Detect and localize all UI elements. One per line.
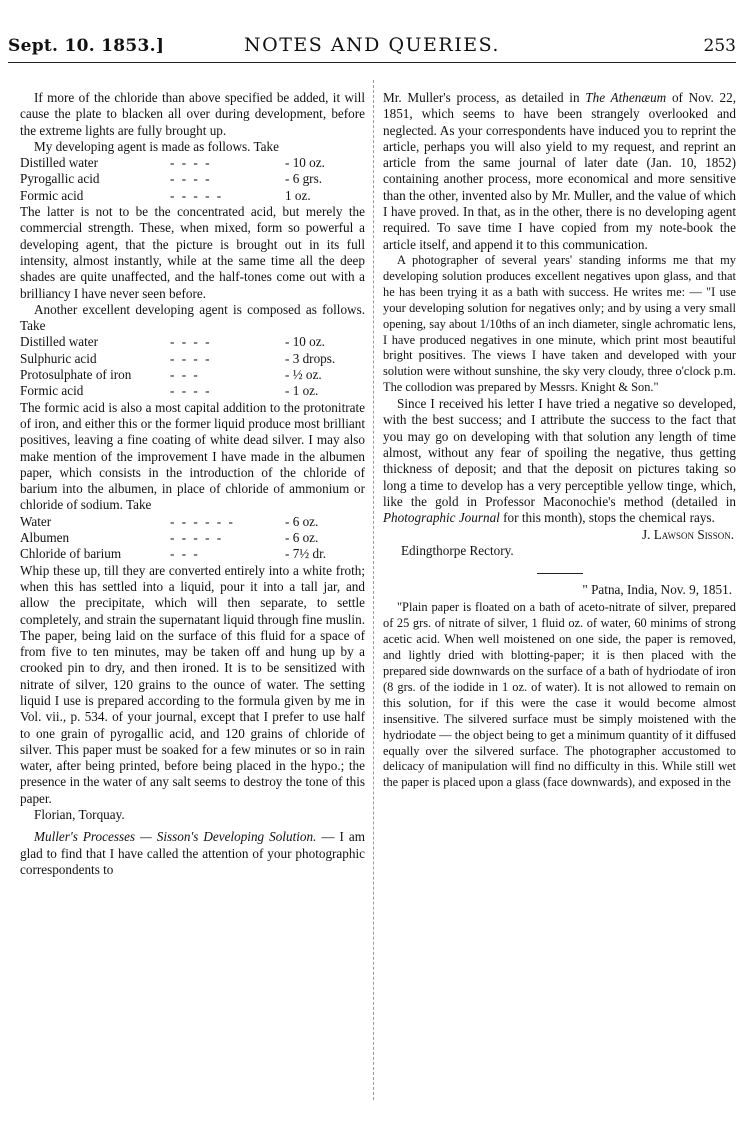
page-number: 253 <box>703 36 736 56</box>
recipe-row: Distilled water - - - - - 10 oz. <box>20 334 325 350</box>
recipe-row: Chloride of barium - - - - 7½ dr. <box>20 546 327 562</box>
journal-title: NOTES AND QUERIES. <box>244 34 500 56</box>
place: Edingthorpe Rectory. <box>401 542 514 558</box>
paragraph: A photographer of several years' standing informs me that my developing solution produces excellent negatives upon glass, and that he has been trying it as a bath with success. He writes me: — "I use your developing solution for negatives only; and by using a very small opening, say about 1/10ths of an inch diameter, single achromatic lens, I have produced negatives in one minute, which print most beautiful bright positives. The views I have taken and developed with your solution were without sunshine, the sky very cloudy, three o'clock p.m. The collodion was prepared by Messrs. Knight & Son." <box>383 252 736 395</box>
paragraph: Whip these up, till they are converted entirely into a white froth; when this has settled into a liquid, pour it into a tall jar, and allow the precipitate, which will then separate, to settle completely, and strain the supernatant liquid through fine muslin. The paper, being laid on the surface of this fluid for a space of from five to ten minutes, may be taken off and hung up by a crooked pin to dry, and then ironed. It is to be sensitized with nitrate of silver, 120 grains to the ounce of water. The setting liquid I use is prepared according to the formula given by me in Vol. vii., p. 534. of your journal, except that I prefer to use half to one grain of pyrogallic acid, and 120 grains of chloride of silver. This paper must be soaked for a few minutes or so in rain water, after being printed, before being placed in the hypo.; the presence in the water of any salt seems to destroy the tone of this paper. <box>20 562 365 806</box>
recipe-row: Protosulphate of iron - - - - ½ oz. <box>20 367 322 383</box>
journal-name: Photographic Journal <box>383 510 500 526</box>
paragraph: Since I received his letter I have tried a negative so developed, with the best success; and I attribute the success to the fact that you may go on developing with that solution any length of time almost, without any fear of spoiling the negative, thus getting thickness of deposit; and that the deposit on pictures taking so long a time to develop has a very perceptible yellow tinge, which, like the gold in Professor Maconochie's method (detailed in Photographic Journal for this month), stops the chemical rays. <box>383 396 736 526</box>
left-column <box>20 90 365 878</box>
paragraph: "Plain paper is floated on a bath of aceto-nitrate of silver, prepared of 25 grs. of nitrate of silver, 1 fluid oz. of water, 60 minims of strong acetic acid. When well moistened on one side, the paper is removed, and lightly dried with blotting-paper; it is then placed with the prepared side downwards on the surface of a bath of hydriodate of iron (8 grs. of the iodide in 1 oz. of water). It is not allowed to remain on this solution, for if this were the case it would become almost insensitive. The silvered surface must be simply moistened with the hydriodate — the object being to get a minimum quantity of it diffused equally over the silvered surface. The photographer accustomed to delicacy of manipulation will find no difficulty in this. While still wet the paper is placed upon a glass (face downwards), and exposed in the <box>383 600 736 790</box>
right-column <box>383 90 736 791</box>
recipe-row: Formic acid - - - - - 1 oz. <box>20 383 319 399</box>
paragraph: If more of the chloride than above specified be added, it will cause the plate to blacken all over during development, before the extreme lights are fully brought up. <box>20 90 365 138</box>
issue-date: Sept. 10. 1853.] <box>8 36 165 56</box>
recipe-row: Formic acid - - - - - 1 oz. <box>20 187 311 203</box>
recipe-table-1 <box>20 155 325 204</box>
paragraph: The formic acid is also a most capital addition to the protonitrate of iron, and either this or the former liquid produce most brilliant positives, leaving a fine coating of white dead silver. I may also make mention of the improvement I have made in the albumen paper, which consists in the introduction of the chloride of barium into the albumen, in place of chloride of ammonium or chloride of sodium. Take <box>20 399 365 513</box>
signoff: Florian, Torquay. <box>34 807 125 823</box>
paragraph: Mr. Muller's process, as detailed in The Athenæum of Nov. 22, 1851, which seems to have been strangely overlooked and neglected. As your correspondents have induced you to reprint the article, perhaps you will also yield to my request, and reprint an article from the same journal of later date (Jan. 10, 1852) containing another process, more economical and more sensitive than the other, invented also by Mr. Muller, and the value of which I have proved. In that, as in the other, there is no developing agent required. To save time I have copied from my note-book the article itself, and append it to this communication. <box>383 90 737 252</box>
column-divider <box>373 80 374 1100</box>
page-header <box>8 36 736 63</box>
paragraph: My developing agent is made as follows. Take <box>34 138 279 154</box>
recipe-row: Water - - - - - - - 6 oz. <box>20 513 319 529</box>
recipe-row: Distilled water - - - - - 10 oz. <box>20 155 325 171</box>
recipe-row: Pyrogallic acid - - - - - 6 grs. <box>20 171 322 187</box>
section-rule <box>537 573 583 574</box>
paragraph: The latter is not to be the concentrated acid, but merely the commercial strength. These, when mixed, form so powerful a developing agent, that the picture is brought out in its full intensity, almost instantly, while at the same time all the deep shades are quite unaffected, and the half-tones come out with a brilliancy I have never seen before. <box>20 204 365 301</box>
article-title: Muller's Processes — Sisson's Developing Solution. <box>34 829 317 845</box>
journal-name: The Athenæum <box>585 90 667 105</box>
signature: J. Lawson Sisson. <box>642 526 734 542</box>
recipe-table-2 <box>20 334 335 399</box>
recipe-row: Sulphuric acid - - - - - 3 drops. <box>20 350 336 366</box>
paragraph: Another excellent developing agent is composed as follows. Take <box>20 301 365 334</box>
recipe-row: Albumen - - - - - - 6 oz. <box>20 530 319 546</box>
recipe-table-3 <box>20 514 326 563</box>
paragraph: Muller's Processes — Sisson's Developing Solution. — I am glad to find that I have called the attention of your photographic correspondents to <box>20 829 365 877</box>
dateline: " Patna, India, Nov. 9, 1851. <box>582 582 732 598</box>
